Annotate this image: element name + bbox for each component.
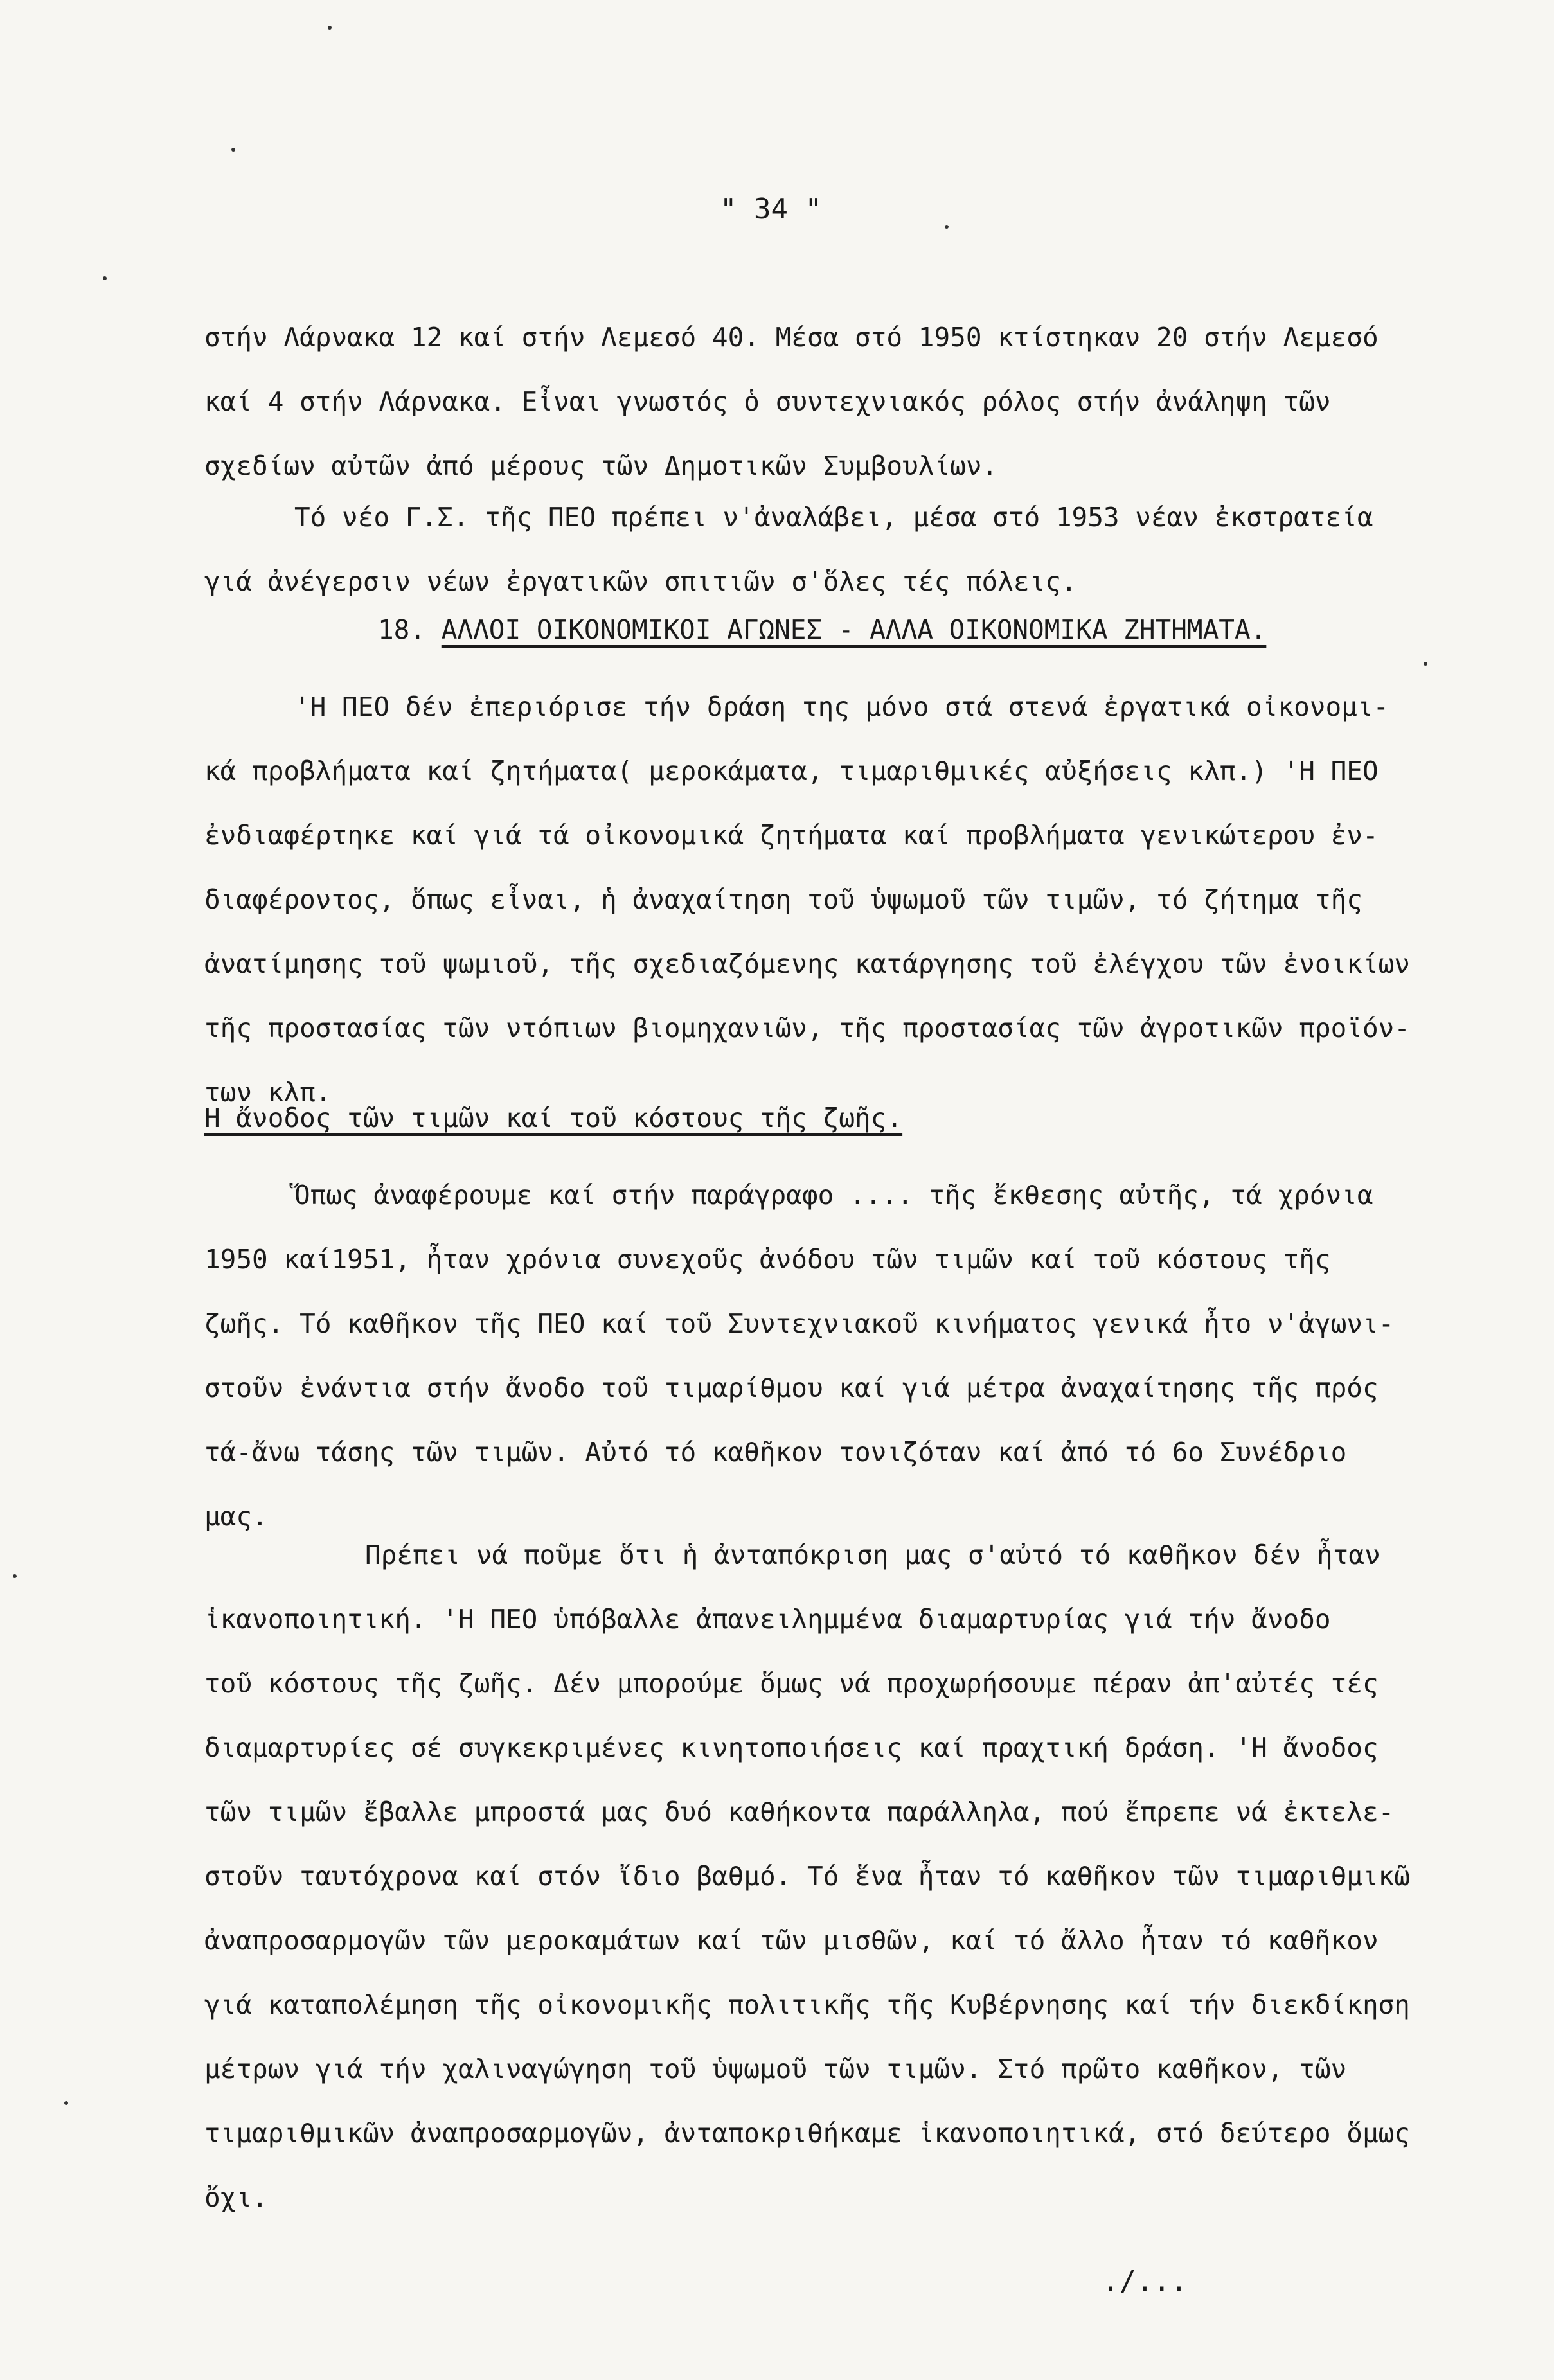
text-line: Πρέπει νά ποῦμε ὅτι ἡ ἀνταπόκριση μας σ'αὐτό τό καθῆκον δέν ἦταν	[365, 1540, 1380, 1570]
text-line: ἀναπροσαρμογῶν τῶν μεροκαμάτων καί τῶν μισθῶν, καί τό ἄλλο ἦταν τό καθῆκον	[204, 1925, 1379, 1956]
page-number: " 34 "	[720, 193, 822, 226]
text-line: στοῦν ταυτόχρονα καί στόν ἴδιο βαθμό. Τό ἕνα ἦταν τό καθῆκον τῶν τιμαριθμικῶ	[204, 1861, 1410, 1892]
text-line: γιά ἀνέγερσιν νέων ἐργατικῶν σπιτιῶν σ'ὅλες τές πόλεις.	[204, 566, 1077, 597]
text-line: ἱκανοποιητική. 'Η ΠΕΟ ὑπόβαλλε ἀπανειλημμένα διαμαρτυρίας γιά τήν ἄνοδο	[204, 1604, 1331, 1635]
text-line: 1950 καί1951, ἦταν χρόνια συνεχοῦς ἀνόδου τῶν τιμῶν καί τοῦ κόστους τῆς	[204, 1244, 1331, 1275]
text-line: κά προβλήματα καί ζητήματα( μεροκάματα, τιμαριθμικές αὐξήσεις κλπ.) 'Η ΠΕΟ	[204, 756, 1379, 786]
section-heading-line	[204, 598, 1483, 662]
text-line: μας.	[204, 1501, 268, 1532]
text-line: στήν Λάρνακα 12 καί στήν Λεμεσό 40. Μέσα στό 1950 κτίστηκαν 20 στήν Λεμεσό	[204, 322, 1379, 353]
text-line: 'Η ΠΕΟ δέν ἐπεριόρισε τήν δράση της μόνο στά στενά ἐργατικά οἰκονομι-	[294, 691, 1389, 722]
section-paragraph	[204, 675, 1483, 1124]
body-paragraph-1	[204, 1163, 1483, 1549]
text-line: διαφέροντος, ὅπως εἶναι, ἡ ἀναχαίτηση τοῦ ὑψωμοῦ τῶν τιμῶν, τό ζήτημα τῆς	[204, 884, 1362, 915]
subheading-text: Η ἄνοδος τῶν τιμῶν καί τοῦ κόστους τῆς ζωῆς.	[204, 1103, 903, 1133]
text-line: καί 4 στήν Λάρνακα. Εἶναι γνωστός ὁ συντεχνιακός ρόλος στήν ἀνάληψη τῶν	[204, 386, 1331, 417]
scan-speck	[231, 148, 235, 152]
section-number: 18.	[378, 614, 426, 645]
text-line: μέτρων γιά τήν χαλιναγώγηση τοῦ ὑψωμοῦ τῶν τιμῶν. Στό πρῶτο καθῆκον, τῶν	[204, 2054, 1347, 2084]
text-line: Τό νέο Γ.Σ. τῆς ΠΕΟ πρέπει ν'ἀναλάβει, μέσα στό 1953 νέαν ἐκστρατεία	[294, 502, 1373, 533]
text-line: ἐνδιαφέρτηκε καί γιά τά οἰκονομικά ζητήματα καί προβλήματα γενικώτερου ἐν-	[204, 820, 1379, 851]
paragraph-1	[204, 305, 1483, 498]
text-line: τοῦ κόστους τῆς ζωῆς. Δέν μπορούμε ὅμως νά προχωρήσουμε πέραν ἀπ'αὐτές τές	[204, 1668, 1379, 1699]
text-line: ὄχι.	[204, 2182, 268, 2213]
text-line: τά-ἄνω τάσης τῶν τιμῶν. Αὐτό τό καθῆκον τονιζόταν καί ἀπό τό 6ο Συνέδριο	[204, 1437, 1347, 1468]
paragraph-2	[204, 485, 1483, 614]
scan-speck	[1424, 662, 1427, 666]
text-line: γιά καταπολέμηση τῆς οἰκονομικῆς πολιτικῆς τῆς Κυβέρνησης καί τήν διεκδίκηση	[204, 1989, 1410, 2020]
section-title: ΑΛΛΟΙ ΟΙΚΟΝΟΜΙΚΟΙ ΑΓΩΝΕΣ - ΑΛΛΑ ΟΙΚΟΝΟΜΙΚΑ ΖΗΤΗΜΑΤΑ.	[441, 614, 1267, 645]
text-line: των κλπ.	[204, 1077, 332, 1108]
text-line: τῶν τιμῶν ἔβαλλε μπροστά μας δυό καθήκοντα παράλληλα, πού ἔπρεπε νά ἐκτελε-	[204, 1797, 1395, 1827]
text-line: ζωῆς. Τό καθῆκον τῆς ΠΕΟ καί τοῦ Συντεχνιακοῦ κινήματος γενικά ἦτο ν'ἀγωνι-	[204, 1308, 1395, 1339]
text-line: τῆς προστασίας τῶν ντόπιων βιομηχανιῶν, τῆς προστασίας τῶν ἀγροτικῶν προϊόν-	[204, 1013, 1410, 1043]
scan-speck	[64, 2101, 68, 2105]
body-paragraph-2	[204, 1523, 1483, 2230]
scan-speck	[945, 225, 949, 229]
section-heading	[204, 598, 1483, 662]
scan-speck	[13, 1574, 17, 1578]
text-line: τιμαριθμικῶν ἀναπροσαρμογῶν, ἀνταποκριθήκαμε ἱκανοποιητικά, στό δεύτερο ὅμως	[204, 2118, 1410, 2149]
scan-speck	[103, 276, 107, 280]
text-line: ἀνατίμησης τοῦ ψωμιοῦ, τῆς σχεδιαζόμενης κατάργησης τοῦ ἐλέγχου τῶν ἐνοικίων	[204, 948, 1410, 979]
scan-speck	[328, 26, 332, 30]
text-line: Ὅπως ἀναφέρουμε καί στήν παράγραφο .... τῆς ἔκθεσης αὐτῆς, τά χρόνια	[294, 1180, 1373, 1211]
text-line: διαμαρτυρίες σέ συγκεκριμένες κινητοποιήσεις καί πραχτική δράση. 'Η ἄνοδος	[204, 1732, 1379, 1763]
page-continuation-marker: ./...	[1102, 2265, 1188, 2298]
text-line: στοῦν ἐνάντια στήν ἄνοδο τοῦ τιμαρίθμου καί γιά μέτρα ἀναχαίτησης τῆς πρός	[204, 1372, 1379, 1403]
text-line: σχεδίων αὐτῶν ἀπό μέρους τῶν Δημοτικῶν Συμβουλίων.	[204, 450, 998, 481]
subheading	[204, 1086, 1483, 1150]
